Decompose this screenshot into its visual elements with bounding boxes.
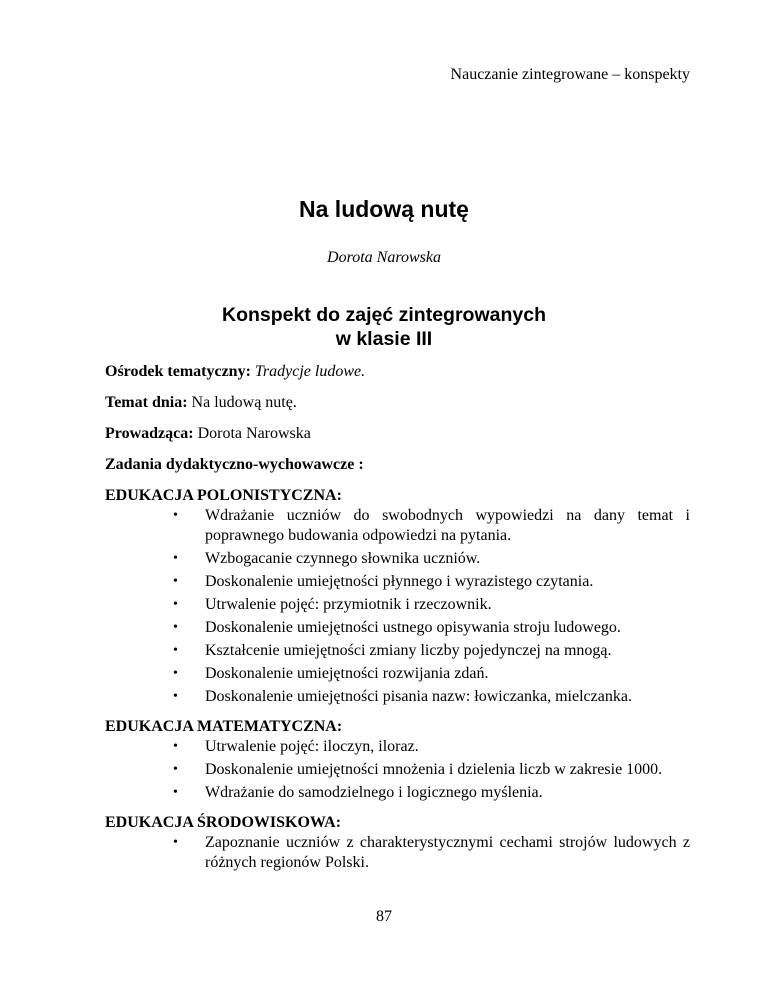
list-item	[173, 595, 690, 615]
list-item	[173, 664, 690, 684]
bullet-icon: •	[173, 739, 178, 754]
field-prowadzaca-value: Dorota Narowska	[193, 425, 311, 442]
list-item	[173, 549, 690, 569]
section-heading-polonistyczna: EDUKACJA POLONISTYCZNA:	[105, 487, 342, 504]
bullet-icon: •	[173, 574, 178, 589]
list-polonistyczna	[105, 506, 690, 707]
list-item-text: Utrwalenie pojęć: iloczyn, iloraz.	[205, 738, 419, 755]
list-item	[173, 783, 690, 803]
list-item	[173, 572, 690, 592]
list-item	[173, 737, 690, 757]
bullet-icon: •	[173, 597, 178, 612]
field-zadania	[105, 455, 690, 475]
lesson-plan-content	[105, 362, 690, 883]
bullet-icon: •	[173, 620, 178, 635]
list-item-text: Utrwalenie pojęć: przymiotnik i rzeczownik.	[205, 596, 492, 613]
section-heading-srodowiskowa: EDUKACJA ŚRODOWISKOWA:	[105, 814, 342, 831]
running-header: Nauczanie zintegrowane – konspekty	[450, 66, 690, 83]
field-osrodek-value: Tradycje ludowe.	[250, 363, 366, 380]
list-item-text: Doskonalenie umiejętności rozwijania zdań.	[205, 665, 489, 682]
field-prowadzaca	[105, 424, 690, 444]
bullet-icon: •	[173, 643, 178, 658]
field-temat-value: Na ludową nutę.	[187, 394, 297, 411]
list-item	[173, 833, 690, 873]
list-item-text: Doskonalenie umiejętności płynnego i wyrazistego czytania.	[205, 573, 594, 590]
bullet-icon: •	[173, 551, 178, 566]
list-srodowiskowa	[105, 833, 690, 873]
section-heading-matematyczna: EDUKACJA MATEMATYCZNA:	[105, 718, 343, 735]
list-item-text: Kształcenie umiejętności zmiany liczby pojedynczej na mnogą.	[205, 642, 612, 659]
list-item	[173, 760, 690, 780]
subtitle-line-1: Konspekt do zajęć zintegrowanych	[222, 304, 546, 326]
bullet-icon: •	[173, 508, 178, 523]
document-title: Na ludową nutę	[299, 196, 469, 222]
list-item-text: Doskonalenie umiejętności ustnego opisywania stroju ludowego.	[205, 619, 621, 636]
list-item-text: Wdrażanie uczniów do swobodnych wypowiedzi na dany temat i poprawnego budowania odpowiedzi na pytania.	[205, 507, 690, 544]
author-name: Dorota Narowska	[327, 249, 441, 266]
field-temat-label: Temat dnia:	[105, 394, 188, 411]
field-osrodek	[105, 362, 690, 382]
list-matematyczna	[105, 737, 690, 803]
list-item-text: Doskonalenie umiejętności pisania nazw: łowiczanka, mielczanka.	[205, 688, 632, 705]
list-item-text: Zapoznanie uczniów z charakterystycznymi cechami strojów ludowych z różnych regionów Polski.	[205, 834, 690, 871]
list-item-text: Wzbogacanie czynnego słownika uczniów.	[205, 550, 481, 567]
bullet-icon: •	[173, 666, 178, 681]
list-item	[173, 687, 690, 707]
subtitle	[0, 303, 768, 351]
bullet-icon: •	[173, 785, 178, 800]
list-item	[173, 618, 690, 638]
list-item	[173, 506, 690, 546]
field-osrodek-label: Ośrodek tematyczny:	[105, 363, 251, 380]
bullet-icon: •	[173, 835, 178, 850]
list-item	[173, 641, 690, 661]
field-zadania-label: Zadania dydaktyczno-wychowawcze :	[105, 456, 364, 473]
bullet-icon: •	[173, 689, 178, 704]
subtitle-line-2: w klasie III	[335, 328, 433, 350]
list-item-text: Doskonalenie umiejętności mnożenia i dzielenia liczb w zakresie 1000.	[205, 761, 663, 778]
field-prowadzaca-label: Prowadząca:	[105, 425, 194, 442]
field-temat	[105, 393, 690, 413]
page-number: 87	[376, 908, 392, 925]
list-item-text: Wdrażanie do samodzielnego i logicznego myślenia.	[205, 784, 543, 801]
bullet-icon: •	[173, 762, 178, 777]
